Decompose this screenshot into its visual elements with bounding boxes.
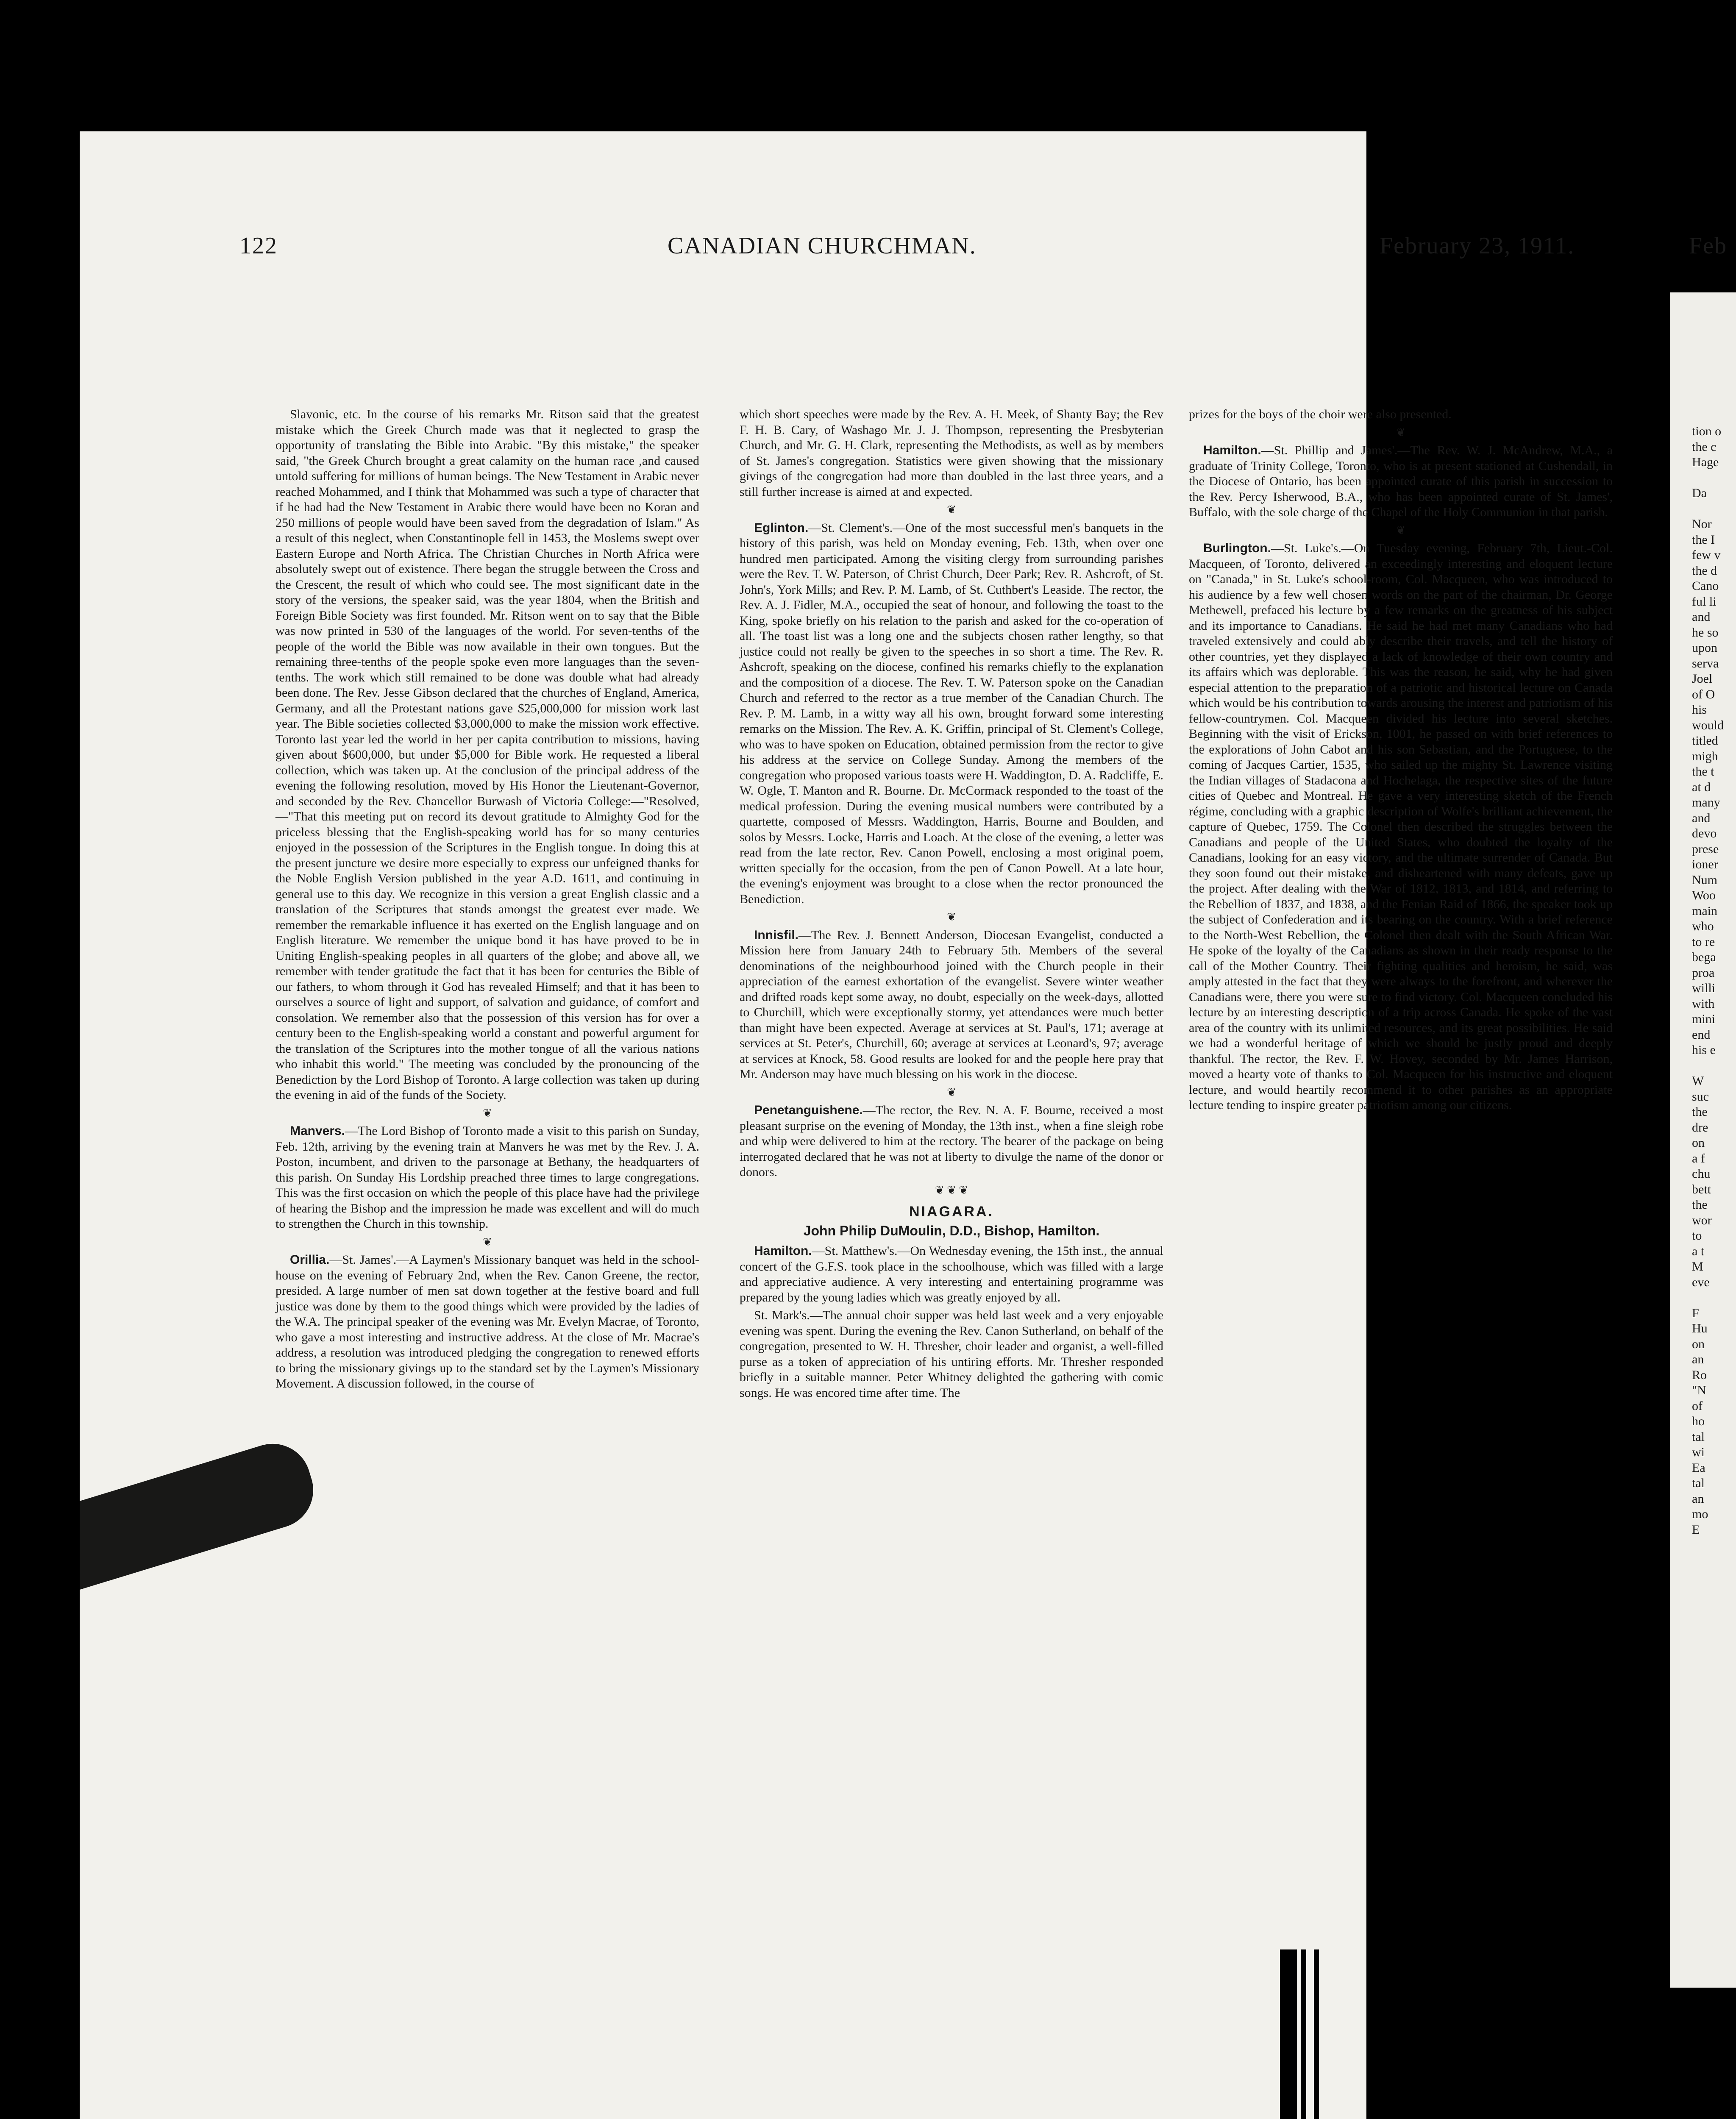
paragraph-st-marks: St. Mark's.—The annual choir supper was held last week and a very enjoyable evening was spent. During the evening the Rev. Canon Sutherland, on behalf of the congregation, presented to W. H. Thresher, choir leader and organist, a well-filled purse as a token of appreciation of his untiring efforts. Mr. Thresher responded briefly in a suitable manner. Peter Whitney delighted the gathering with comic songs. He was encored time after time. The [740,1308,1163,1400]
adjacent-line: willi [1692,981,1716,995]
adjacent-line: Joel [1692,672,1713,686]
adjacent-line: with [1692,996,1715,1011]
place-heading: Penetanguishene. [754,1103,863,1117]
paragraph-burlington: Burlington.—St. Luke's.—On Tuesday evening, February 7th, Lieut.-Col. Macqueen, of Toronto, delivered an exceedingly interesting and eloquent lecture on "Canada," in St. Luke's school-room, Col. Macqueen, who was introduced to his audience by a few well chosen words on the part of the chairman, Dr. George Methewell, prefaced his lecture by a few remarks on the greatness of his subject and its importance to Canadians. He said he had met many Canadians who had traveled extensively and could ably describe their travels, and tell the history of other countries, yet they displayed a lack of knowledge of their own country and its affairs which was deplorable. This was the reason, he said, why he had given especial attention to the preparation of a patriotic and historical lecture on Canada which would be his contribution towards arousing the interest and patriotism of his fellow-countrymen. Col. Macqueen divided his lecture into several sketches. Beginning with the visit of Erickson, 1001, he passed on with brief references to the explorations of John Cabot and his son Sebastian, and the Portuguese, to the coming of Jacques Cartier, 1535, who sailed up the mighty St. Lawrence visiting the Indian villages of Stadacona and Hochelaga, the respective sites of the future cities of Quebec and Montreal. He gave a very interesting sketch of the French régime, concluding with a graphic description of Wolfe's brilliant achievement, the capture of Quebec, 1759. The Colonel then described the struggles between the Canadians and people of the United States, who doubted the loyalty of the Canadians, looking for an easy victory, and the ultimate surrender of Canada. But they soon found out their mistake, and disheartened with many defeats, gave up the project. After dealing with the War of 1812, 1813, and 1814, and referring to the Rebellion of 1837, and 1838, and the Fenian Raid of 1866, the speaker took up the subject of Confederation and its bearing on the country. With a brief reference to the North-West Rebellion, the Colonel then dealt with the South African War. He spoke of the loyalty of the Canadians as shown in their ready response to the call of the Mother Country. Their fighting qualities and heroism, he said, was amply attested in the fact that they were always to the forefront, and wherever the Canadians were, there you were sure to find victory. Col. Macqueen concluded his lecture by an interesting description of a trip across Canada. He spoke of the vast area of the country with its unlimited resources, and its great possibilities. He said we had a wonderful heritage of which we should be justly proud and deeply thankful. The rector, the Rev. F. W. Hovey, seconded by Mr. James Harrison, moved a hearty vote of thanks to Col. Macqueen for his instructive and eloquent lecture, and would heartily recommend it to other parishes as an appropriate lecture tending to inspire greater patriotism among our citizens. [1189,541,1613,1112]
paragraph-orillia: Orillia.—St. James'.—A Laymen's Missionary banquet was held in the school-house on the evening of February 2nd, when the Rev. Canon Greene, the rector, presided. A large number of men sat down together at the festive board and full justice was done by them to the good things which were provided by the ladies of the W.A. The principal speaker of the evening was Mr. Evelyn Macrae, of Toronto, who gave a most interesting and instructive address. At the close of Mr. Macrae's address, a resolution was introduced pledging the congregation to renewed efforts to bring the missionary givings up to the standard set by the Laymen's Missionary Movement. A discussion followed, in the course of [275,1253,699,1390]
column-1 [275,407,699,2119]
paragraph-hamilton: Hamilton.—St. Matthew's.—On Wednesday evening, the 15th inst., the annual concert of the G.F.S. took place in the schoolhouse, which was filled with a large and appreciative audience. A very interesting and entertaining programme was prepared by the young ladies which was greatly enjoyed by all. [740,1244,1163,1304]
place-heading: Hamilton. [754,1244,812,1258]
section-mark: ❦ [483,1107,492,1119]
place-heading: Orillia. [290,1253,330,1267]
adjacent-line: the [1692,1105,1708,1119]
section-mark: ❦ ❦ ❦ [935,1184,968,1196]
adjacent-line: on [1692,1136,1705,1150]
adjacent-line: titled [1692,734,1718,748]
adjacent-line: wor [1692,1213,1712,1227]
adjacent-line: Da [1692,486,1707,500]
adjacent-line: suc [1692,1089,1709,1104]
section-mark: ❦ [947,1086,956,1098]
adjacent-line [1692,501,1736,517]
adjacent-line: bega [1692,950,1716,964]
adjacent-line: of [1692,1399,1703,1413]
adjacent-line: the [1692,1198,1708,1212]
section-mark: ❦ [947,503,956,516]
column-3 [1189,407,1613,1657]
adjacent-line: wi [1692,1445,1705,1459]
adjacent-line: to re [1692,934,1715,949]
adjacent-line: prese [1692,842,1719,856]
section-mark: ❦ [947,911,956,923]
adjacent-line: dre [1692,1120,1708,1135]
adjacent-line: Num [1692,873,1717,887]
place-heading: Burlington. [1203,541,1271,555]
adjacent-line: an [1692,1352,1704,1366]
adjacent-line: ioner [1692,857,1718,871]
issue-date: February 23, 1911. [1380,233,1575,259]
adjacent-line [1692,470,1736,486]
adjacent-line: he so [1692,625,1719,640]
adjacent-line: serva [1692,656,1719,670]
adjacent-line: Cano [1692,579,1719,593]
adjacent-line: the d [1692,563,1717,578]
adjacent-line: on [1692,1337,1705,1351]
adjacent-line: Woo [1692,888,1716,902]
adjacent-line: an [1692,1491,1704,1506]
place-heading: Hamilton. [1203,443,1261,457]
adjacent-line: eve [1692,1275,1710,1289]
adjacent-line: many [1692,795,1720,809]
adjacent-line: the I [1692,532,1715,547]
adjacent-line: Ro [1692,1368,1707,1382]
paragraph-hamilton-st-phillip: Hamilton.—St. Phillip and James'.—The Rev. W. J. McAndrew, M.A., a graduate of Trinity College, Toronto, who is at present stationed at Cushendall, in the Diocese of Ontario, has been appointed curate of this parish in succession to the Rev. Percy Isherwood, B.A., who has been appointed curate of St. James', Buffalo, with the sole charge of the Chapel of the Holy Communion in that parish. [1189,443,1613,519]
adjacent-line: his [1692,703,1707,717]
adjacent-line: M [1692,1260,1703,1274]
adjacent-line: his e [1692,1043,1716,1057]
section-mark: ❦ [483,1235,492,1248]
adjacent-line: devo [1692,826,1717,840]
newspaper-page [80,131,1366,2119]
adjacent-line: end [1692,1027,1711,1042]
adjacent-line: tal [1692,1476,1705,1490]
adjacent-line: mini [1692,1012,1716,1026]
adjacent-line: W [1692,1074,1704,1088]
adjacent-line: tion o [1692,424,1722,438]
adjacent-line: the t [1692,765,1714,779]
bishop-line: John Philip DuMoulin, D.D., Bishop, Hamilton. [803,1223,1100,1238]
adjacent-line: of O [1692,687,1715,701]
adjacent-line: and [1692,811,1711,825]
adjacent-line: bett [1692,1182,1711,1196]
adjacent-line: proa [1692,965,1715,980]
place-heading: Innisfil. [754,928,798,942]
scan-edge-bar [1314,1949,1319,2119]
adjacent-line: the c [1692,439,1717,454]
adjacent-line: ful li [1692,594,1717,609]
adjacent-line: tal [1692,1429,1705,1444]
adjacent-line: upon [1692,641,1717,655]
paragraph-orillia-cont: which short speeches were made by the Rev. A. H. Meek, of Shanty Bay; the Rev F. H. B. Cary, of Washago Mr. J. J. Thompson, representing the Presbyterian Church, and Mr. G. H. Clark, representing the Methodists, as well as by members of St. James's congregation. Statistics were given showing that the missionary givings of the congregation had more than doubled in the last three years, and a still further increase is aimed at and expected. [740,407,1163,499]
paragraph-bible-society: Slavonic, etc. In the course of his remarks Mr. Ritson said that the greatest mistake which the Greek Church made was that it neglected to grasp the opportunity of translating the Bible into Arabic. "By this mistake," the speaker said, "the Greek Church brought a great calamity on the human race ,and caused untold suffering for millions of human beings. The New Testament in Arabic never reached Mohammed, and I think that Mohammed was such a type of character that if he had had the New Testament in Arabic there would have been no Koran and 250 millions of people would have been saved from the degradation of Islam." As a result of this neglect, when Constantinople fell in 1453, the Moslems swept over Eastern Europe and North Africa. The Christian Churches in North Africa were absolutely swept out of existence. There began the struggle between the Cross and the Crescent, the result of which who could see. The most significant date in the story of the versions, the speaker said, was the year 1804, when the British and Foreign Bible Society was first founded. Mr. Ritson went on to say that the Bible was now printed in 530 of the languages of the world. For seven-tenths of the people of the world the Bible was now available in their own tongues. But the remaining three-tenths of the people spoke even more languages than the seven-tenths. The work which still remained to be done was double what had already been done. The Rev. Jesse Gibson declared that the churches of England, America, Germany, and all the Protestant nations gave $25,000,000 for mission work last year. The Bible societies collected $3,000,000 to make the mission work effective. Toronto last year led the world in her per capita contribution to missions, having given about $600,000, but under $5,000 for Bible work. He requested a liberal collection, which was taken up. At the conclusion of the principal address of the evening the following resolution, moved by His Honor the Lieutenant-Governor, and seconded by the Rev. Chancellor Burwash of Victoria College:—"Resolved,—"That this meeting put on record its devout gratitude to Almighty God for the priceless blessing that the English-speaking world has for so many centuries enjoyed in the possession of the Scriptures in the English tongue. In doing this at the present juncture we desire more especially to express our unfeigned thanks for the Noble English Version published in the year A.D. 1611, and continuing in general use to this day. We recognize in this version a great English classic and a translation of the Scriptures that stands amongst the greatest ever made. We remember the remarkable influence it has exerted on the English language and on English literature. We remember the unique bond it has have proved to be in Uniting English-speaking peoples in all quarters of the globe; and above all, we remember with tender gratitude the fact that it has been for centuries the Bible of our fathers, to whom through it God has revealed Himself; and that it has been to ourselves a source of light and support, of salvation and guidance, of comfort and consolation. We remember also that the possession of this version has for over a century been to the English-speaking world a constant and powerful argument for the translation of the Scriptures into the mother tongue of all the various nations who inhabit this world." The meeting was concluded by the pronouncing of the Benediction by the Lord Bishop of Toronto. A large collection was taken up during the evening in aid of the funds of the Society. [275,407,699,1102]
adjacent-line: would [1692,718,1724,732]
place-heading: Manvers. [290,1124,345,1138]
adjacent-line: main [1692,904,1717,918]
scan-edge-bar [1301,1949,1306,2119]
adjacent-line: mo [1692,1507,1708,1521]
section-mark: ❦ [1396,524,1405,537]
adjacent-line: Nor [1692,517,1712,531]
diocese-heading: NIAGARA. [909,1204,994,1220]
place-heading: Eglinton. [754,520,809,535]
paragraph-penetanguishene: Penetanguishene.—The rector, the Rev. N. A. F. Bourne, received a most pleasant surprise on the evening of Monday, the 13th inst., when a fine sleigh robe and whip were delivered to him at the rectory. The bearer of the package on being interrogated declared that he was not at liberty to divulge the name of the donor or donors. [740,1103,1163,1179]
section-mark: ❦ [1396,426,1405,439]
publication-title: CANADIAN CHURCHMAN. [668,233,976,259]
adjacent-page-header: Feb [1689,233,1727,259]
paragraph-innisfil: Innisfil.—The Rev. J. Bennett Anderson, Diocesan Evangelist, conducted a Mission here from January 24th to February 5th. Members of the several denominations of the neighbourhood joined with the Church people in their appreciation of the earnest exhortation of the evangelist. Severe winter weather and drifted roads kept some away, no doubt, especially on the week-days, allotted to Churchill, which were exceptionally stormy, yet attendances were much better than might have been expected. Average at services at St. Paul's, 171; average at services at St. Peter's, Churchill, 60; average at services at Leonard's, 97; average at services at Knock, 58. Good results are looked for and the people here pray that Mr. Anderson may have much blessing on his work in the diocese. [740,928,1163,1081]
adjacent-line: migh [1692,749,1718,763]
adjacent-page-column [1692,424,1736,1537]
adjacent-line: Hage [1692,455,1719,469]
adjacent-line: and [1692,610,1711,624]
adjacent-line: at d [1692,780,1711,794]
paragraph-st-marks-cont: prizes for the boys of the choir were also presented. [1189,407,1452,421]
adjacent-line: few v [1692,548,1721,562]
adjacent-line: a f [1692,1151,1705,1165]
adjacent-line: "N [1692,1383,1706,1397]
adjacent-line: Ea [1692,1460,1705,1475]
adjacent-line: Hu [1692,1321,1708,1335]
adjacent-line [1692,1290,1736,1306]
paragraph-manvers: Manvers.—The Lord Bishop of Toronto made a visit to this parish on Sunday, Feb. 12th, arriving by the evening train at Manvers he was met by the Rev. J. A. Poston, incumbent, and driven to the parsonage at Bethany, the headquarters of this parish. On Sunday His Lordship preached three times to large congregations. This was the first occasion on which the people of this place have had the privilege of hearing the Bishop and the impression he made was excellent and will do much to strengthen the Church in this township. [275,1124,699,1231]
adjacent-line: chu [1692,1167,1711,1181]
column-2 [740,407,1163,2119]
adjacent-line: ho [1692,1414,1705,1428]
adjacent-line: to [1692,1229,1702,1243]
adjacent-line: E [1692,1522,1700,1537]
adjacent-line [1692,1058,1736,1074]
adjacent-line: F [1692,1306,1699,1320]
page-number: 122 [239,233,278,259]
scan-edge-bar [1280,1949,1297,2119]
adjacent-line: a t [1692,1244,1705,1258]
adjacent-line: who [1692,919,1714,933]
paragraph-eglinton: Eglinton.—St. Clement's.—One of the most successful men's banquets in the history of this parish, was held on Monday evening, Feb. 13th, when over one hundred men participated. Among the visiting clergy from surrounding parishes were the Rev. T. W. Paterson, of Christ Church, Deer Park; Rev. R. Ashcroft, of St. John's, York Mills; and Rev. P. M. Lamb, of St. Cuthbert's Leaside. The rector, the Rev. A. J. Fidler, M.A., occupied the seat of honour, and following the toast to the King, spoke briefly on his relation to the parish and asked for the co-operation of all. The toast list was a long one and the subjects chosen rather lengthy, so that justice could not really be given to the speeches in so short a time. The Rev. R. Ashcroft, speaking on the diocese, confined his remarks chiefly to the explanation and the composition of a diocese. The Rev. T. W. Paterson spoke on the Canadian Church and referred to the rector as a true member of the Canadian Church. The Rev. P. M. Lamb, in a witty way all his own, brought forward some interesting remarks on the Mission. The Rev. A. K. Griffin, principal of St. Clement's College, who was to have spoken on Education, obtained permission from the rector to give his address at the service on College Sunday. Among the members of the congregation who proposed various toasts were H. Waddington, D. A. Radcliffe, E. W. Ogle, T. Manton and R. Bourne. Dr. McCormack responded to the toast of the medical profession. During the evening musical numbers were contributed by a quartette, composed of Messrs. Waddington, Harris, Bourne and Boulden, and solos by Messrs. Locke, Harris and Loach. At the close of the evening, a letter was read from the late rector, Rev. Canon Powell, enclosing a most original poem, written specially for the occasion, from the pen of Canon Powell. At a late hour, the evening's enjoyment was brought to a close when the rector pronounced the Benediction. [740,520,1163,906]
